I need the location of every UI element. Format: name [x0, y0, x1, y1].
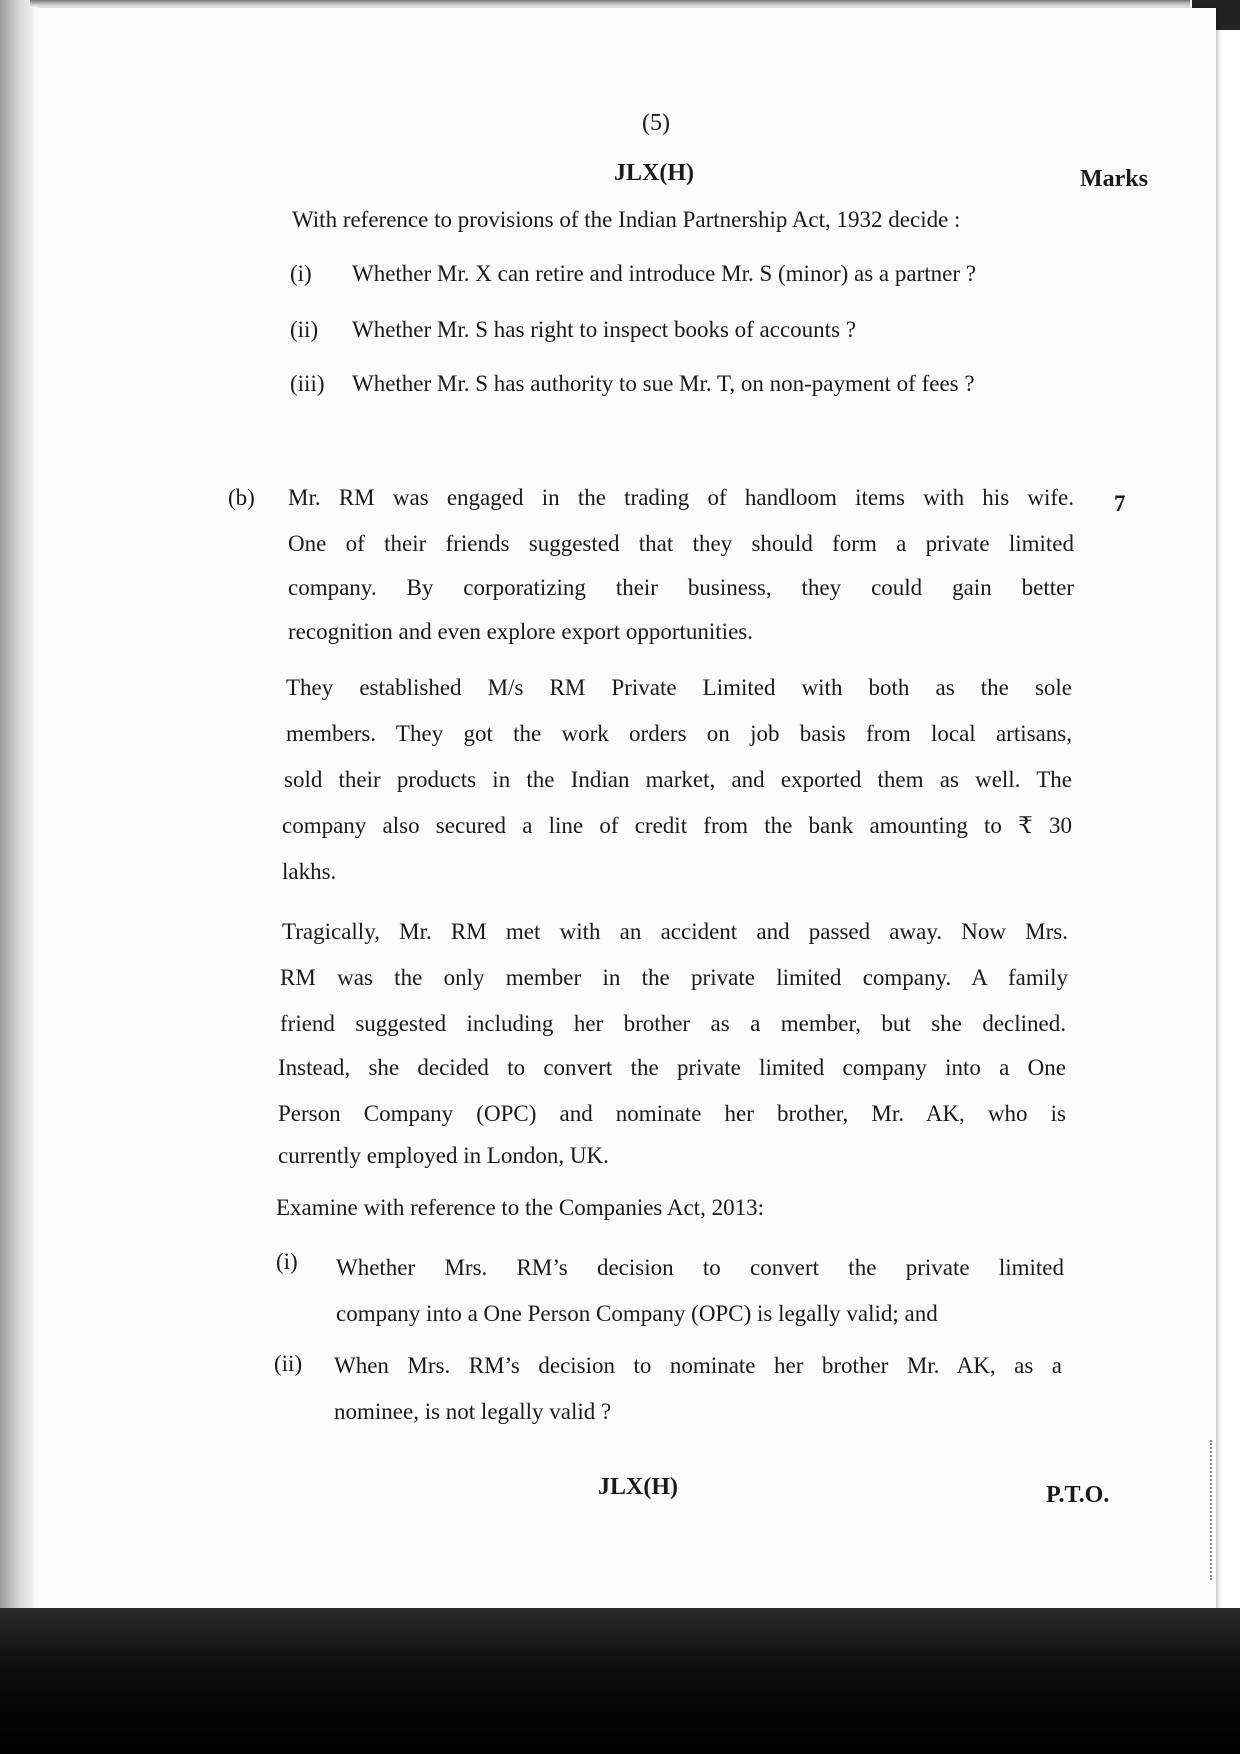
scan-left-edge: [0, 0, 34, 1620]
para2-line: company also secured a line of credit from the bank amounting to ₹ 30: [282, 813, 1072, 838]
para3-line: Tragically, Mr. RM met with an accident and passed away. Now Mrs.: [282, 919, 1068, 944]
part-b-item-line: nominee, is not legally valid ?: [334, 1399, 612, 1424]
part-a-item-text: Whether Mr. X can retire and introduce Mr. S (minor) as a partner ?: [352, 261, 976, 286]
scan-top-edge: [30, 0, 1190, 8]
part-a-intro: With reference to provisions of the Indian Partnership Act, 1932 decide :: [292, 207, 961, 232]
pto-label: P.T.O.: [1046, 1482, 1110, 1508]
scan-bottom-shadow: [0, 1608, 1240, 1754]
marks-label: Marks: [1080, 166, 1148, 192]
part-a-item-num: (i): [290, 261, 312, 286]
para3-line: currently employed in London, UK.: [278, 1143, 609, 1168]
para3-line: Instead, she decided to convert the private limited company into a One: [278, 1055, 1066, 1080]
para2-line: lakhs.: [282, 859, 337, 884]
para1-line: One of their friends suggested that they should form a private limited: [288, 531, 1074, 556]
page-number: (5): [642, 110, 670, 136]
part-b-item-line: Whether Mrs. RM’s decision to convert the private limited: [336, 1255, 1064, 1280]
part-a-item-num: (ii): [290, 317, 319, 342]
para3-line: Person Company (OPC) and nominate her brother, Mr. AK, who is: [278, 1101, 1066, 1126]
para1-line: Mr. RM was engaged in the trading of handloom items with his wife.: [288, 485, 1074, 510]
para2-line: They established M/s RM Private Limited with both as the sole: [286, 675, 1072, 700]
part-b-item-line: When Mrs. RM’s decision to nominate her brother Mr. AK, as a: [334, 1353, 1062, 1378]
part-b-item-line: company into a One Person Company (OPC) is legally valid; and: [336, 1301, 938, 1326]
scan-perforation: [1210, 1440, 1214, 1580]
part-b-marks: 7: [1114, 491, 1126, 516]
paper-code-footer: JLX(H): [598, 1474, 678, 1500]
part-a-item-num: (iii): [290, 371, 325, 396]
part-b-item-num: (i): [276, 1249, 298, 1274]
para1-line: company. By corporatizing their business, they could gain better: [288, 575, 1074, 600]
para3-line: RM was the only member in the private limited company. A family: [280, 965, 1068, 990]
examine-instruction: Examine with reference to the Companies Act, 2013:: [276, 1195, 764, 1220]
paper-code-header: JLX(H): [614, 160, 694, 186]
para3-line: friend suggested including her brother as a member, but she declined.: [280, 1011, 1066, 1036]
part-b-item-num: (ii): [274, 1351, 303, 1376]
para1-line: recognition and even explore export opportunities.: [288, 619, 753, 644]
part-b-label: (b): [228, 485, 255, 510]
part-a-item-text: Whether Mr. S has authority to sue Mr. T, on non-payment of fees ?: [352, 371, 975, 396]
para2-line: sold their products in the Indian market, and exported them as well. The: [284, 767, 1072, 792]
para2-line: members. They got the work orders on job basis from local artisans,: [286, 721, 1072, 746]
part-a-item-text: Whether Mr. S has right to inspect books of accounts ?: [352, 317, 856, 342]
